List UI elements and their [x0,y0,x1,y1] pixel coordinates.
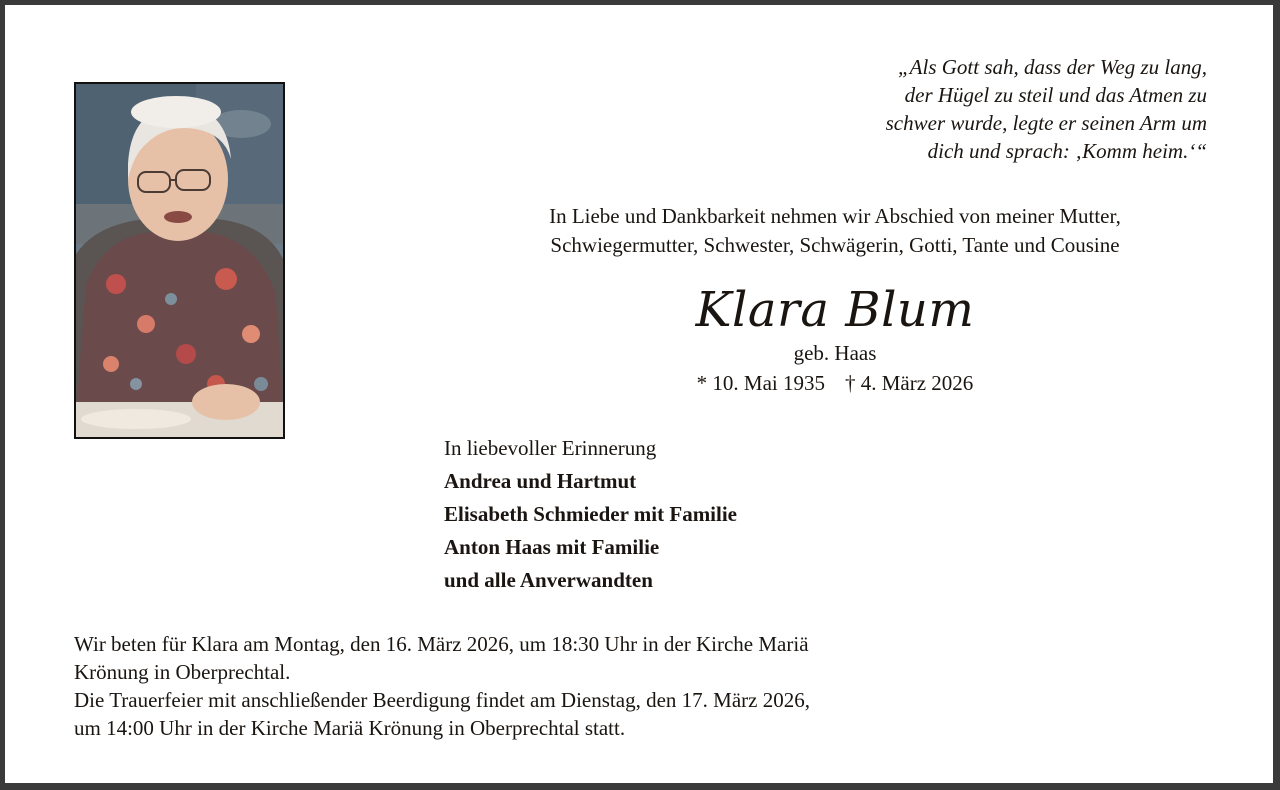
deceased-name: Klara Blum [695,282,975,338]
death-date: † 4. März 2026 [845,371,974,395]
birth-name: geb. Haas [793,341,877,365]
obituary-card [5,5,1273,783]
portrait-illustration [76,84,283,437]
portrait-photo [74,82,285,439]
mourners-block [444,432,737,597]
life-dates [445,369,1225,397]
birth-date: * 10. Mai 1935 [696,371,825,395]
farewell-intro: In Liebe und Dankbarkeit nehmen wir Abschied von meiner Mutter, Schwiegermutter, Schwester, Schwägerin, Gotti, Tante und Cousine [549,204,1121,257]
mourners-lead: In liebevoller Erinnerung [444,436,657,460]
mourner-name: und alle Anverwandten [444,568,653,592]
service-line: Wir beten für Klara am Montag, den 16. März 2026, um 18:30 Uhr in der Kirche Mariä [74,632,809,656]
mourner-name: Andrea und Hartmut [444,469,637,493]
mourner-name: Elisabeth Schmieder mit Familie [444,502,738,526]
mourner-name: Anton Haas mit Familie [444,535,660,559]
service-line: Krönung in Oberprechtal. [74,660,291,684]
service-line: Die Trauerfeier mit anschließender Beerdigung findet am Dienstag, den 17. März 2026, [74,688,810,712]
service-details [74,630,974,742]
poem-quote: „Als Gott sah, dass der Weg zu lang, der Hügel zu steil und das Atmen zu schwer wurde, legte er seinen Arm um dich und sprach: ‚Komm heim.‘“ [885,55,1207,163]
service-line: um 14:00 Uhr in der Kirche Mariä Krönung in Oberprechtal statt. [74,716,626,740]
